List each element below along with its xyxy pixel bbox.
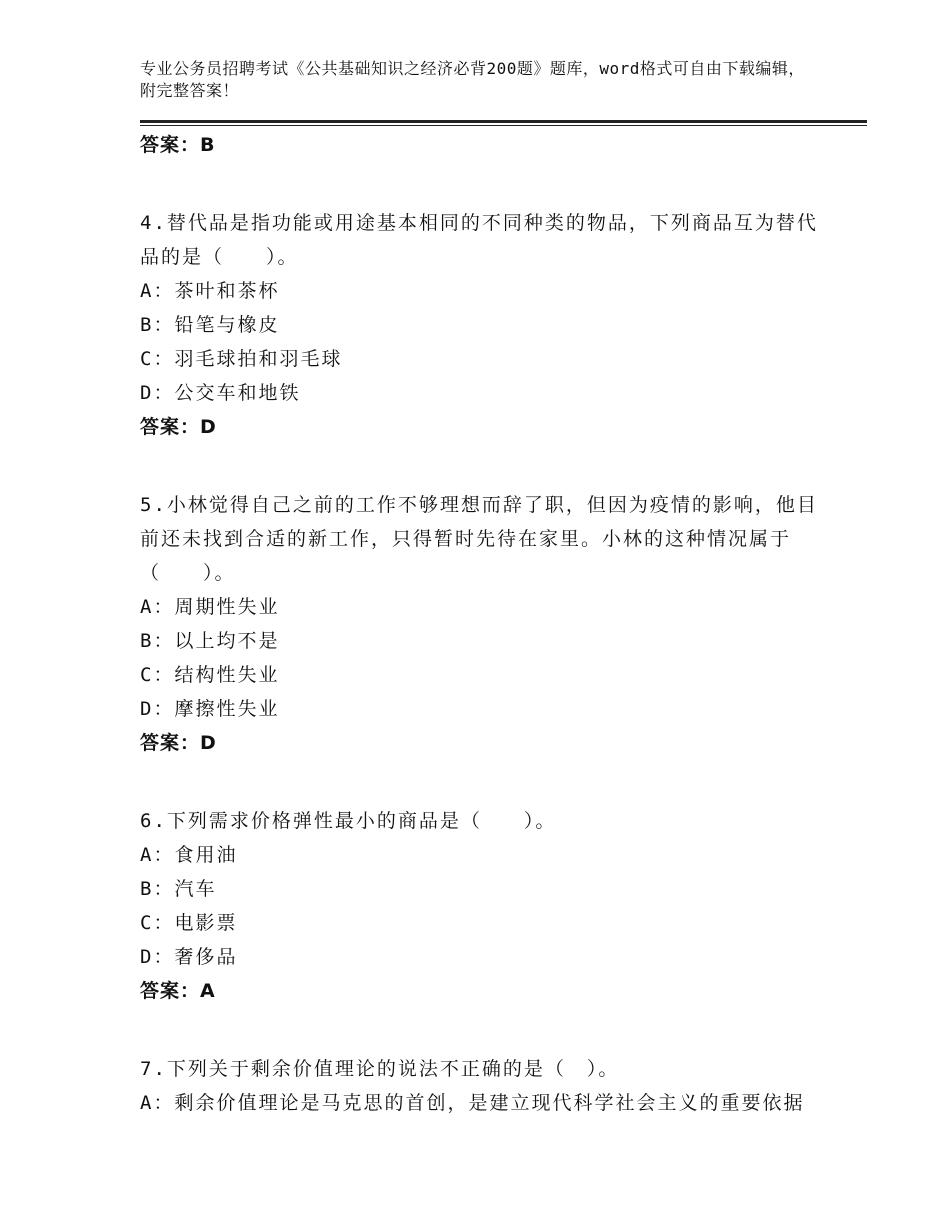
answer-line: 答案：A <box>140 980 216 1002</box>
option-c: C：羽毛球拍和羽毛球 <box>140 348 343 370</box>
question-6 <box>140 804 820 1008</box>
header-rule-thin <box>140 125 867 126</box>
option-a: A：剩余价值理论是马克思的首创，是建立现代科学社会主义的重要依据 <box>140 1092 805 1114</box>
option-c: C：结构性失业 <box>140 664 280 686</box>
question-5 <box>140 488 820 760</box>
question-stem: 5.小林觉得自己之前的工作不够理想而辞了职，但因为疫情的影响，他目前还未找到合适的新工作，只得暂时先待在家里。小林的这种情况属于（ ）。 <box>140 494 818 584</box>
question-stem: 7.下列关于剩余价值理论的说法不正确的是（ ）。 <box>140 1058 620 1080</box>
document-content <box>140 128 820 1120</box>
answer-line: 答案：D <box>140 416 217 438</box>
option-a: A：茶叶和茶杯 <box>140 280 280 302</box>
question-7 <box>140 1052 820 1120</box>
option-a: A：周期性失业 <box>140 596 280 618</box>
option-b: B：以上均不是 <box>140 630 280 652</box>
question-stem: 4.替代品是指功能或用途基本相同的不同种类的物品，下列商品互为替代品的是（ ）。 <box>140 212 818 268</box>
option-d: D：公交车和地铁 <box>140 382 301 404</box>
option-c: C：电影票 <box>140 912 238 934</box>
answer-line: 答案：D <box>140 732 217 754</box>
option-b: B：汽车 <box>140 878 217 900</box>
page-header: 专业公务员招聘考试《公共基础知识之经济必背200题》题库，word格式可自由下载编辑，附完整答案！ <box>140 59 805 100</box>
answer-line: 答案：B <box>140 134 216 156</box>
option-b: B：铅笔与橡皮 <box>140 314 280 336</box>
option-d: D：奢侈品 <box>140 946 238 968</box>
header-rule-thick <box>140 120 867 123</box>
option-a: A：食用油 <box>140 844 238 866</box>
question-stem: 6.下列需求价格弹性最小的商品是（ ）。 <box>140 810 557 832</box>
question-4 <box>140 206 820 444</box>
option-d: D：摩擦性失业 <box>140 698 280 720</box>
